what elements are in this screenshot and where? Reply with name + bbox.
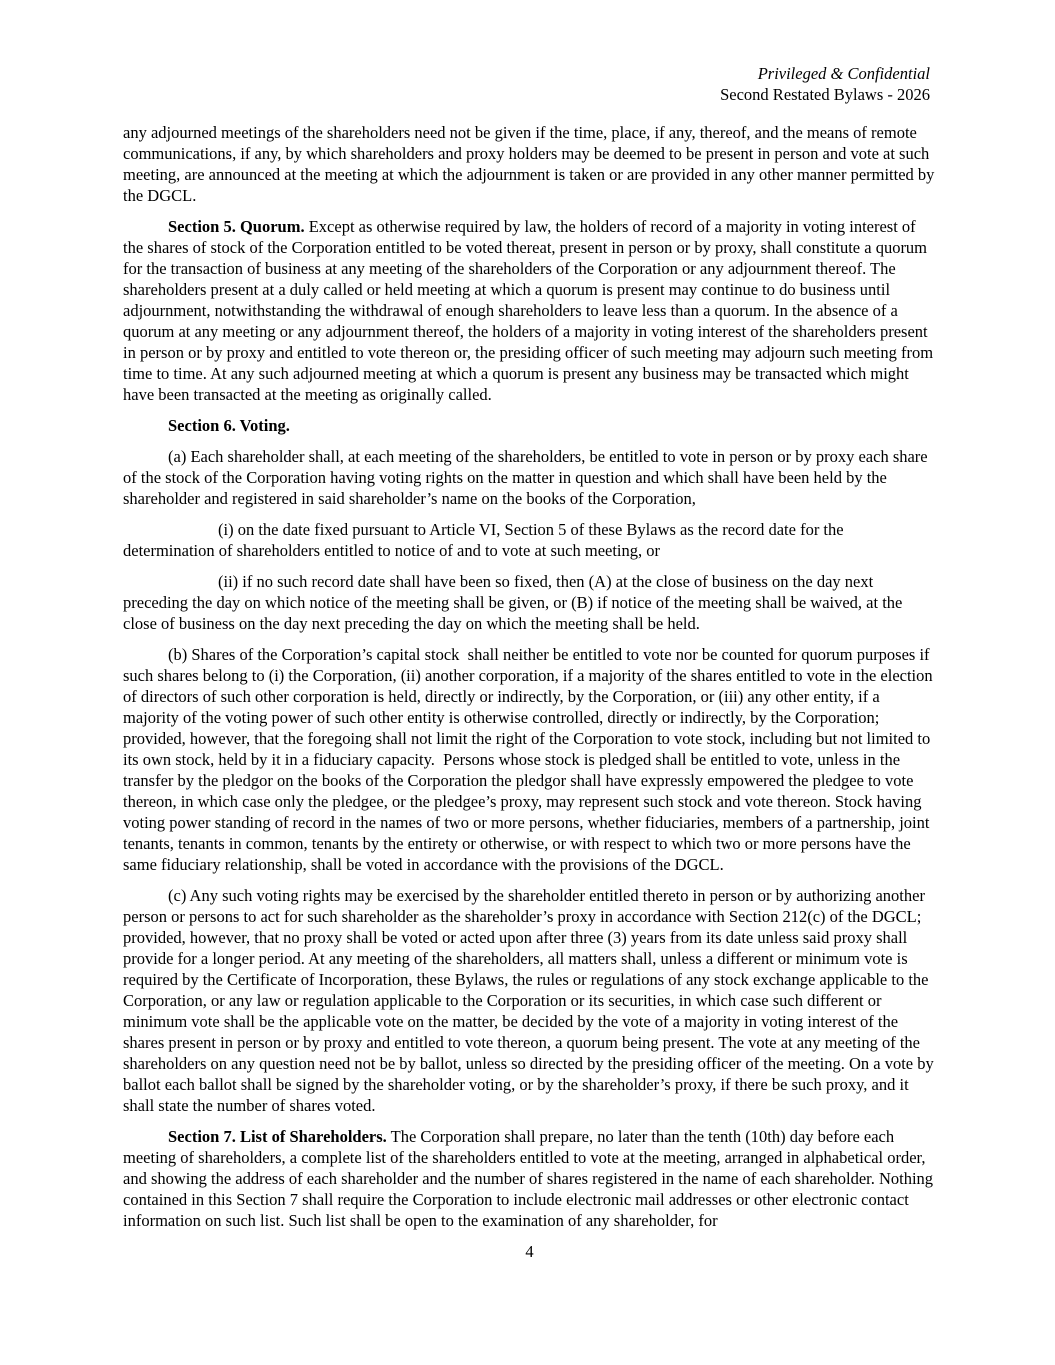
- paragraph-6c: [123, 885, 936, 1116]
- paragraph-6a: [123, 446, 936, 509]
- paragraph-text: (c) Any such voting rights may be exercised by the shareholder entitled thereto in person or by authorizing another person or persons to act for such shareholder as the shareholder’s proxy in accordance with Section 212(c) of the DGCL; provided, however, that no proxy shall be voted or acted upon after three (3) years from its date unless said proxy shall provide for a longer period. At any meeting of the shareholders, all matters shall, unless a different or minimum vote is required by the Certificate of Incorporation, these Bylaws, the rules or regulations of any stock exchange applicable to the Corporation, or any law or regulation applicable to the Corporation or its securities, in which case such different or minimum vote shall be the applicable vote on the matter, be decided by the vote of a majority in voting interest of the shares present in person or by proxy and entitled to vote thereon, a quorum being present. The vote at any meeting of the shareholders on any question need not be by ballot, unless so directed by the presiding officer of the meeting. On a vote by ballot each ballot shall be signed by the shareholder voting, or by the shareholder’s proxy, if there be such proxy, and it shall state the number of shares voted.: [123, 886, 938, 1115]
- document-body: [123, 122, 939, 1262]
- paragraph-text: (ii) if no such record date shall have been so fixed, then (A) at the close of business on the day next preceding the day on which notice of the meeting shall be given, or (B) if notice of the meeting shall be waived, at the close of business on the day next preceding the day on which the meeting shall be held.: [123, 572, 907, 633]
- confidentiality-notice: Privileged & Confidential: [757, 64, 930, 83]
- paragraph-text: The Corporation shall prepare, no later than the tenth (10th) day before each meeting of shareholders, a complete list of the shareholders entitled to vote at the meeting, arranged in alphabetical order, and showing the address of each shareholder and the number of shares registered in the name of each shareholder. Nothing contained in this Section 7 shall require the Corporation to include electronic mail addresses or other electronic contact information on such list. Such list shall be open to the examination of any shareholder, for: [123, 1127, 938, 1230]
- section-6-heading: Section 6. Voting.: [168, 416, 290, 435]
- document-title: Second Restated Bylaws - 2026: [720, 85, 930, 104]
- section-7-heading: Section 7. List of Shareholders.: [168, 1127, 387, 1146]
- paragraph-6a-i: [123, 519, 936, 561]
- paragraph-text: (b) Shares of the Corporation’s capital stock shall neither be entitled to vote nor be counted for quorum purposes if such shares belong to (i) the Corporation, (ii) another corporation, if a majority of the shares entitled to vote in the election of directors of such other corporation is held, directly or indirectly, by the Corporation, or (iii) any other entity, if a majority of the voting power of such other entity is otherwise controlled, directly or indirectly, by the Corporation; provided, however, that the foregoing shall not limit the right of the Corporation to vote stock, including but not limited to its own stock, held by it in a fiduciary capacity. Persons whose stock is pledged shall be entitled to vote, unless in the transfer by the pledgor on the books of the Corporation the pledgor shall have expressly empowered the pledgee to vote thereon, in which case only the pledgee, or the pledgee’s proxy, may represent such stock and vote thereon. Stock having voting power standing of record in the names of two or more persons, whether fiduciaries, members of a partnership, joint tenants, tenants in common, tenants by the entirety or otherwise, or with respect to which two or more persons have the same fiduciary relationship, shall be voted in accordance with the provisions of the DGCL.: [123, 645, 937, 874]
- heading-section-6-voting: [123, 415, 936, 436]
- paragraph-adjourned-meetings: [123, 122, 939, 206]
- paragraph-text: (i) on the date fixed pursuant to Article VI, Section 5 of these Bylaws as the record date for the determination of shareholders entitled to notice of and to vote at such meeting, or: [123, 520, 848, 560]
- paragraph-section-7-list-of-shareholders: [123, 1126, 936, 1231]
- paragraph-text: any adjourned meetings of the shareholders need not be given if the time, place, if any, thereof, and the means of remote communications, if any, by which shareholders and proxy holders may be deemed to be present in person and vote at such meeting, are announced at the meeting at which the adjournment is taken or are provided in any other manner permitted by the DGCL.: [123, 123, 939, 205]
- page-number: 4: [525, 1242, 534, 1261]
- section-5-heading: Section 5. Quorum.: [168, 217, 305, 236]
- paragraph-6a-ii: [123, 571, 936, 634]
- paragraph-text: Except as otherwise required by law, the holders of record of a majority in voting interest of the shares of stock of the Corporation entitled to be voted thereat, present in person or by proxy, shall constitute a quorum for the transaction of business at any meeting of the shareholders of the Corporation or any adjournment thereof. The shareholders present at a duly called or held meeting at which a quorum is present may continue to do business until adjournment, notwithstanding the withdrawal of enough shareholders to leave less than a quorum. In the absence of a quorum at any meeting or any adjournment thereof, the holders of a majority in voting interest of the shareholders present in person or by proxy and entitled to vote thereon or, the presiding officer of such meeting may adjourn such meeting from time to time. At any such adjourned meeting at which a quorum is present any business may be transacted which might have been transacted at the meeting as originally called.: [123, 217, 938, 404]
- paragraph-text: (a) Each shareholder shall, at each meeting of the shareholders, be entitled to vote in person or by proxy each share of the stock of the Corporation having voting rights on the matter in question and which shall have been held by the shareholder and registered in said shareholder’s name on the books of the Corporation,: [123, 447, 932, 508]
- document-header: [720, 63, 930, 105]
- paragraph-6b: [123, 644, 936, 875]
- paragraph-section-5-quorum: [123, 216, 936, 405]
